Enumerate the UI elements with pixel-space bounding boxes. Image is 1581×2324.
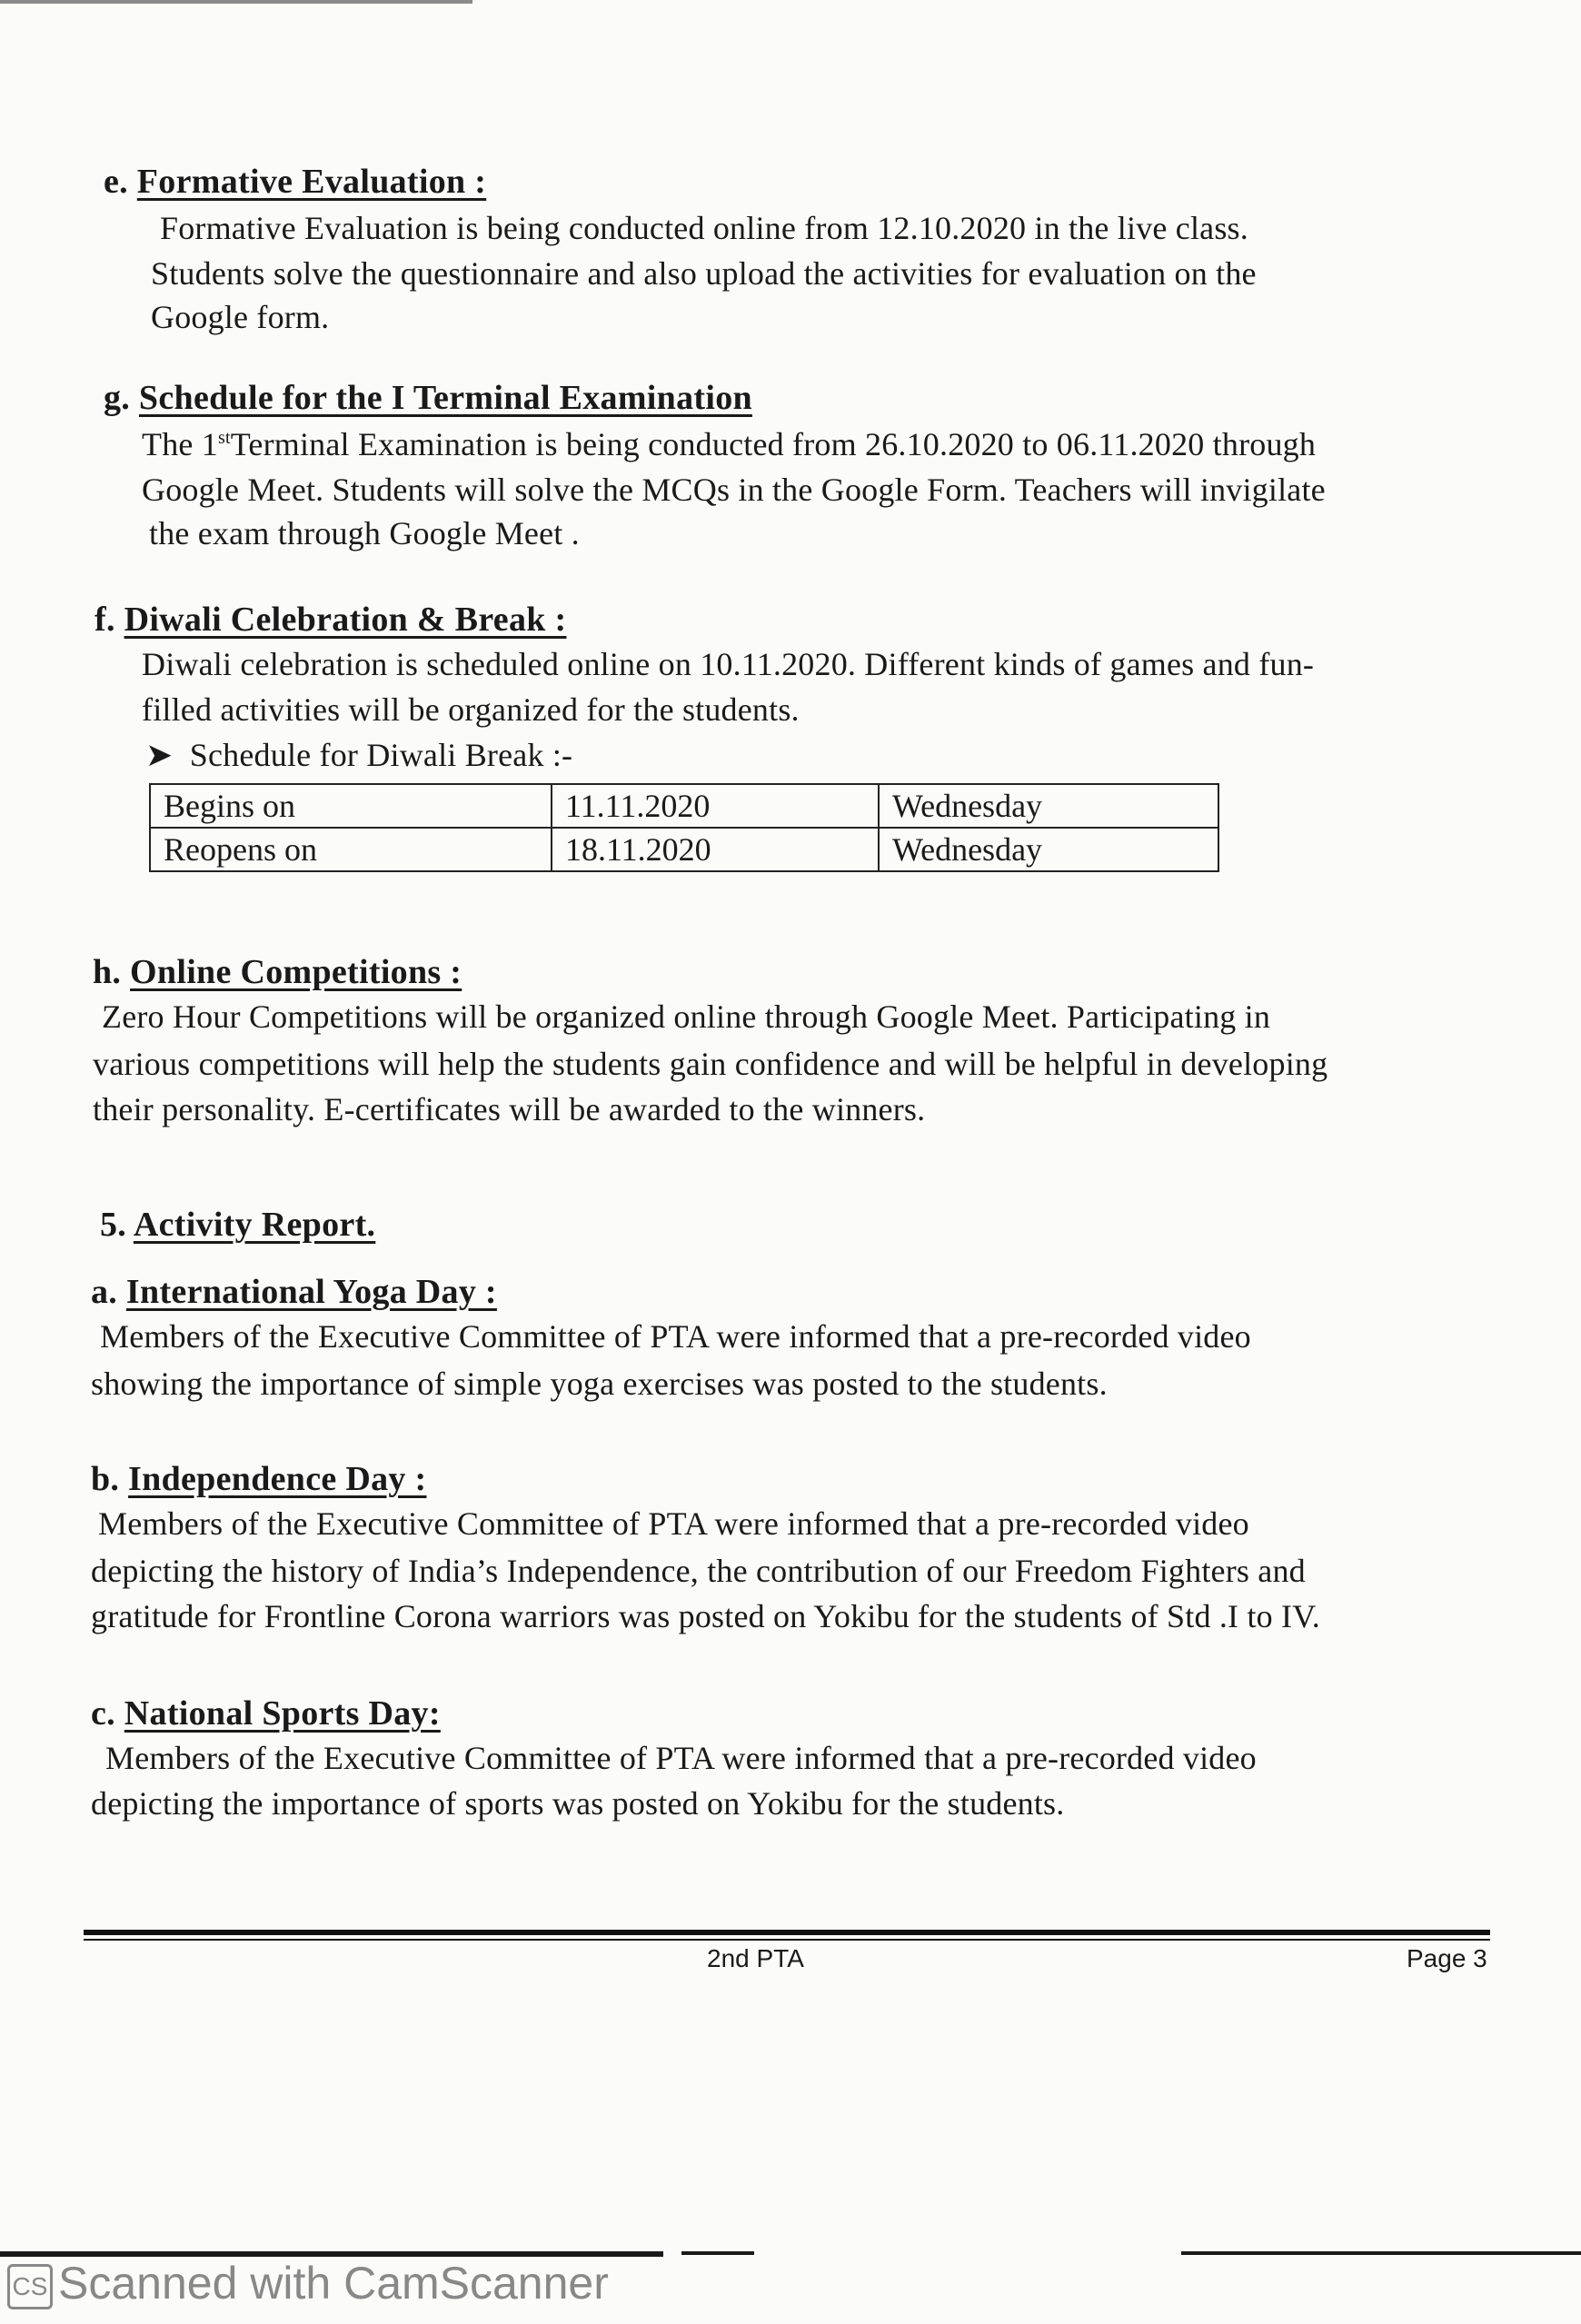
diwali-bullet (145, 736, 572, 774)
text-part: The 1 (142, 426, 218, 462)
footer-center: 2nd PTA (707, 1944, 804, 1972)
arrow-bullet-icon: ➤ (145, 737, 174, 773)
schedule-line-2: Google Meet. Students will solve the MCQs in the Google Form. Teachers will invigilate (142, 472, 1326, 508)
independence-line-3: gratitude for Frontline Corona warriors was posted on Yokibu for the students of Std .I to IV. (91, 1598, 1320, 1634)
section-title: Online Competitions : (130, 953, 462, 991)
section-letter: h. (93, 953, 122, 991)
diwali-line-1: Diwali celebration is scheduled online on 10.11.2020. Different kinds of games and fun- (142, 646, 1315, 682)
section-letter: a. (91, 1273, 118, 1311)
scan-edge-bar (681, 2251, 754, 2255)
formative-line-2: Students solve the questionnaire and also upload the activities for evaluation on the (151, 255, 1257, 292)
yoga-line-2: showing the importance of simple yoga exercises was posted to the students. (91, 1366, 1108, 1402)
online-line-2: various competitions will help the students gain confidence and will be helpful in developing (93, 1046, 1328, 1082)
diwali-heading (94, 600, 566, 640)
diwali-line-2: filled activities will be organized for the students. (142, 691, 800, 728)
footer-rule-thin (84, 1939, 1490, 1941)
section-number: 5. (100, 1206, 127, 1244)
table-cell: 18.11.2020 (552, 828, 879, 871)
independence-line-2: depicting the history of India’s Independence, the contribution of our Freedom Fighters and (91, 1553, 1306, 1589)
camscanner-watermark (7, 2257, 609, 2309)
section-title: International Yoga Day : (125, 1273, 497, 1311)
online-heading (93, 952, 462, 992)
section-letter: c. (91, 1694, 115, 1733)
superscript: st (217, 428, 231, 448)
sports-line-2: depicting the importance of sports was posted on Yokibu for the students. (91, 1785, 1065, 1822)
table-cell: 11.11.2020 (552, 784, 879, 828)
section-title: Diwali Celebration & Break : (124, 601, 567, 639)
formative-line-1: Formative Evaluation is being conducted online from 12.10.2020 in the live class. (160, 210, 1248, 246)
sports-heading (91, 1693, 441, 1733)
section-title: National Sports Day: (124, 1694, 441, 1733)
sports-line-1: Members of the Executive Committee of PTA were informed that a pre-recorded video (105, 1740, 1257, 1776)
formative-line-3: Google form. (151, 299, 330, 335)
section-letter: g. (104, 379, 131, 417)
activity-report-heading (100, 1205, 375, 1245)
table-row (150, 784, 1218, 828)
camscanner-logo-icon: CS (7, 2264, 53, 2309)
table-cell: Begins on (150, 784, 552, 828)
online-line-1: Zero Hour Competitions will be organized online through Google Meet. Participating in (102, 998, 1271, 1035)
page-number: Page 3 (1407, 1944, 1487, 1972)
schedule-heading (104, 378, 752, 418)
table-cell: Wednesday (879, 784, 1218, 828)
formative-heading (104, 162, 486, 202)
schedule-line-1 (142, 425, 1316, 463)
table-cell: Reopens on (150, 828, 552, 871)
schedule-line-3: the exam through Google Meet . (149, 515, 580, 551)
bullet-text: Schedule for Diwali Break :- (189, 737, 573, 773)
section-title: Schedule for the I Terminal Examination (138, 379, 752, 417)
section-title: Independence Day : (128, 1460, 427, 1498)
independence-line-1: Members of the Executive Committee of PTA were informed that a pre-recorded video (98, 1505, 1249, 1542)
table-row (150, 828, 1218, 871)
online-line-3: their personality. E-certificates will be awarded to the winners. (93, 1091, 926, 1127)
section-title: Formative Evaluation : (136, 163, 487, 201)
section-letter: b. (91, 1460, 120, 1498)
watermark-text: Scanned with CamScanner (58, 2258, 609, 2309)
section-title: Activity Report. (133, 1206, 376, 1244)
footer-rule (84, 1930, 1490, 1935)
yoga-line-1: Members of the Executive Committee of PTA were informed that a pre-recorded video (100, 1318, 1251, 1355)
table-cell: Wednesday (879, 828, 1218, 871)
section-letter: e. (104, 163, 128, 201)
independence-heading (91, 1459, 426, 1499)
yoga-heading (91, 1272, 497, 1312)
text-part: Terminal Examination is being conducted from 26.10.2020 to 06.11.2020 through (230, 426, 1317, 462)
scan-edge-line (0, 0, 472, 4)
section-letter: f. (94, 601, 115, 639)
diwali-schedule-table (149, 783, 1219, 872)
scan-edge-bar (1181, 2251, 1581, 2255)
